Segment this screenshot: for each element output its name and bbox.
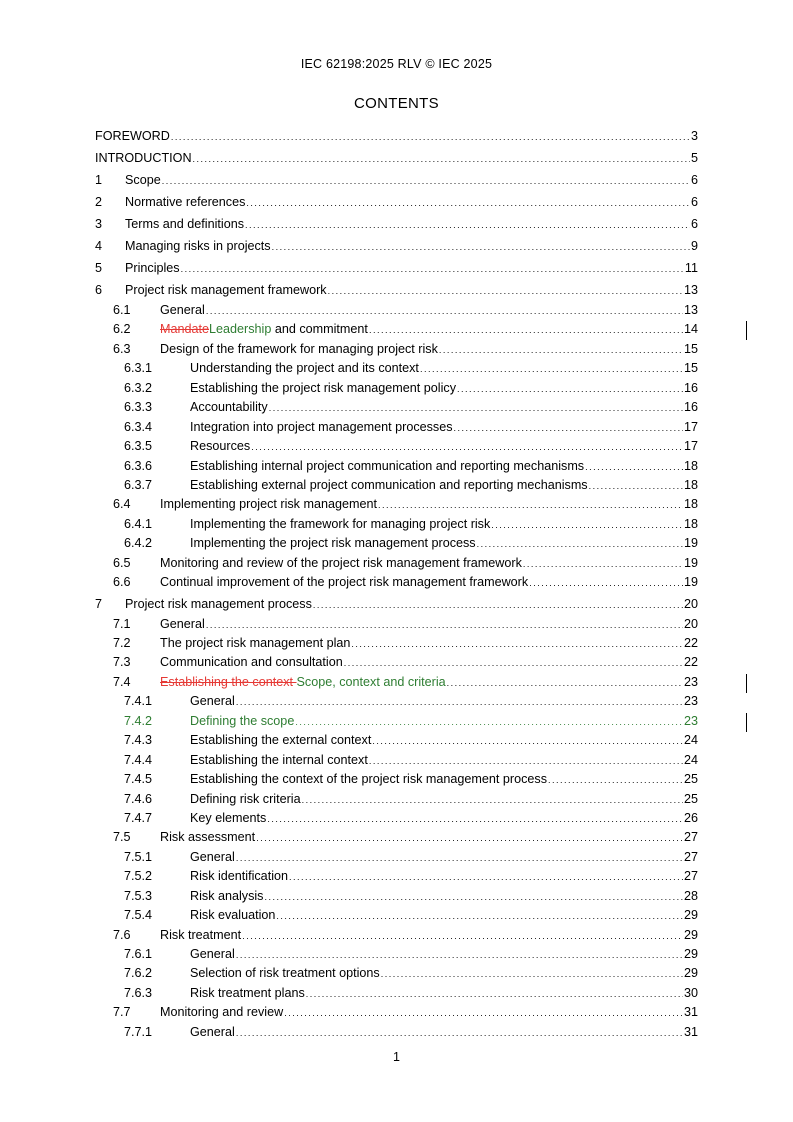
toc-entry-page: 29 bbox=[683, 966, 698, 981]
toc-entry-number: 6.4.1 bbox=[124, 516, 153, 531]
dot-leader bbox=[589, 476, 683, 495]
toc-entry-title: Normative references bbox=[125, 195, 246, 209]
toc-entry-number: 6.2 bbox=[113, 322, 131, 337]
toc-entry-title: Scope bbox=[125, 173, 161, 187]
toc-entry-page: 24 bbox=[683, 752, 698, 767]
toc-entry-page: 15 bbox=[683, 341, 698, 356]
dot-leader bbox=[420, 359, 683, 378]
dot-leader bbox=[236, 1023, 683, 1042]
toc-entry-title: Establishing the context of the project risk management process bbox=[190, 772, 548, 787]
toc-entry-title: General bbox=[160, 616, 205, 631]
toc-entry-page: 27 bbox=[683, 830, 698, 845]
toc-entry[interactable] bbox=[95, 573, 698, 592]
toc-entry-title: Risk treatment plans bbox=[190, 985, 305, 1000]
toc-entry-page: 29 bbox=[683, 927, 698, 942]
toc-entry[interactable] bbox=[95, 169, 698, 191]
dot-leader bbox=[264, 887, 683, 906]
toc-entry[interactable] bbox=[95, 125, 698, 147]
toc-entry[interactable] bbox=[95, 964, 698, 983]
toc-entry-number: 7 bbox=[95, 596, 103, 611]
toc-entry-title: Continual improvement of the project risk management framework bbox=[160, 575, 529, 590]
page-title: CONTENTS bbox=[354, 95, 439, 112]
dot-leader bbox=[328, 279, 683, 301]
toc-entry-title: Project risk management framework bbox=[125, 283, 327, 297]
toc-entry[interactable] bbox=[95, 945, 698, 964]
toc-entry-title: Key elements bbox=[190, 810, 267, 825]
toc-entry-number: 7.4.1 bbox=[124, 694, 153, 709]
toc-entry-page: 30 bbox=[683, 985, 698, 1000]
toc-entry[interactable] bbox=[95, 1003, 698, 1022]
toc-entry-title: Risk treatment bbox=[160, 927, 242, 942]
dot-leader bbox=[585, 457, 683, 476]
toc-entry-page: 17 bbox=[683, 419, 698, 434]
toc-entry-title: General bbox=[160, 303, 205, 317]
toc-entry-number: 7.4.7 bbox=[124, 810, 153, 825]
dot-leader bbox=[548, 770, 683, 789]
toc-entry-title: General bbox=[190, 1024, 235, 1039]
toc-entry-number: 6.4 bbox=[113, 497, 131, 512]
inserted-text: Scope, context and criteria bbox=[296, 674, 446, 689]
toc-entry-number: 6.4.2 bbox=[124, 536, 153, 551]
toc-entry[interactable] bbox=[95, 301, 698, 320]
toc-entry-number: 7.2 bbox=[113, 636, 131, 650]
toc-entry[interactable] bbox=[95, 1023, 698, 1042]
toc-entry[interactable] bbox=[95, 751, 698, 770]
dot-leader bbox=[242, 926, 683, 945]
toc-entry-number: 3 bbox=[95, 217, 103, 231]
title-remainder: and commitment bbox=[271, 322, 368, 337]
document-header: IEC 62198:2025 RLV © IEC 2025 bbox=[300, 57, 493, 71]
toc-entry[interactable] bbox=[95, 515, 698, 534]
toc-entry-page: 23 bbox=[683, 694, 698, 709]
toc-entry-title: Risk assessment bbox=[160, 830, 256, 845]
toc-entry[interactable] bbox=[95, 770, 698, 789]
toc-entry-title: FOREWORD bbox=[95, 129, 170, 143]
toc-entry-title: General bbox=[190, 947, 235, 961]
toc-entry-page: 25 bbox=[683, 772, 698, 787]
dot-leader bbox=[206, 301, 683, 320]
toc-entry[interactable] bbox=[95, 634, 698, 653]
toc-entry-page: 13 bbox=[683, 303, 698, 317]
toc-entry-number: 7.5.2 bbox=[124, 869, 153, 884]
toc-entry[interactable] bbox=[95, 926, 698, 945]
toc-entry[interactable] bbox=[95, 554, 698, 573]
toc-entry[interactable] bbox=[95, 984, 698, 1003]
dot-leader bbox=[267, 809, 683, 828]
toc-entry-page: 23 bbox=[683, 674, 698, 689]
toc-entry[interactable] bbox=[95, 359, 698, 378]
toc-entry-number: 5 bbox=[95, 261, 103, 275]
toc-entry[interactable] bbox=[95, 615, 698, 634]
toc-entry-number: 6.6 bbox=[113, 575, 131, 590]
dot-leader bbox=[272, 235, 690, 257]
toc-entry[interactable] bbox=[95, 495, 698, 514]
toc-entry-page: 23 bbox=[683, 713, 698, 728]
toc-entry-number: 6.3.1 bbox=[124, 361, 153, 376]
dot-leader bbox=[245, 213, 690, 235]
toc-entry[interactable] bbox=[95, 320, 698, 339]
toc-entry-page: 31 bbox=[683, 1005, 698, 1020]
dot-leader bbox=[162, 169, 690, 191]
toc-entry-page: 16 bbox=[683, 380, 698, 395]
toc-entry-title: Defining risk criteria bbox=[190, 791, 301, 806]
dot-leader bbox=[457, 379, 683, 398]
toc-entry-title: Implementing the framework for managing project risk bbox=[190, 516, 491, 531]
toc-entry[interactable] bbox=[95, 340, 698, 359]
dot-leader bbox=[236, 692, 683, 711]
toc-entry-title bbox=[160, 673, 446, 692]
toc-entry-number: 6.3 bbox=[113, 341, 131, 356]
toc-entry-number: 6.3.3 bbox=[124, 400, 153, 415]
deleted-text: Establishing the context bbox=[160, 674, 297, 689]
toc-entry[interactable] bbox=[95, 673, 698, 692]
toc-entry-number: 7.6.2 bbox=[124, 966, 153, 981]
dot-leader bbox=[306, 984, 683, 1003]
toc-entry[interactable] bbox=[95, 476, 698, 495]
toc-entry[interactable] bbox=[95, 712, 698, 731]
toc-entry-title: Implementing the project risk management process bbox=[190, 536, 476, 551]
toc-entry-number: 7.6.1 bbox=[124, 947, 153, 961]
toc-entry-page: 25 bbox=[683, 791, 698, 806]
dot-leader bbox=[206, 615, 683, 634]
dot-leader bbox=[276, 906, 683, 925]
dot-leader bbox=[491, 515, 683, 534]
dot-leader bbox=[284, 1003, 683, 1022]
toc-entry-page: 18 bbox=[683, 516, 698, 531]
toc-entry-page: 11 bbox=[684, 261, 698, 275]
toc-entry-number: 7.3 bbox=[113, 655, 131, 670]
toc-entry[interactable] bbox=[95, 809, 698, 828]
toc-entry[interactable] bbox=[95, 457, 698, 476]
toc-entry-number: 7.7.1 bbox=[124, 1024, 153, 1039]
dot-leader bbox=[256, 828, 683, 847]
toc-entry-title: The project risk management plan bbox=[160, 636, 351, 650]
toc-entry-number: 7.5 bbox=[113, 830, 131, 845]
toc-entry-page: 9 bbox=[690, 239, 698, 253]
toc-entry[interactable] bbox=[95, 398, 698, 417]
toc-entry-page: 6 bbox=[690, 173, 698, 187]
dot-leader bbox=[302, 790, 683, 809]
toc-entry-page: 18 bbox=[683, 477, 698, 492]
toc-entry-page: 19 bbox=[683, 575, 698, 590]
dot-leader bbox=[447, 673, 683, 692]
toc-entry-title: Monitoring and review of the project risk management framework bbox=[160, 555, 522, 570]
dot-leader bbox=[369, 320, 683, 339]
toc-entry[interactable] bbox=[95, 887, 698, 906]
toc-entry-title: INTRODUCTION bbox=[95, 151, 192, 165]
toc-entry[interactable] bbox=[95, 418, 698, 437]
dot-leader bbox=[351, 634, 683, 653]
toc-entry[interactable] bbox=[95, 437, 698, 456]
toc-entry[interactable] bbox=[95, 790, 698, 809]
dot-leader bbox=[529, 573, 683, 592]
toc-entry-title: Communication and consultation bbox=[160, 655, 343, 670]
toc-entry-number: 2 bbox=[95, 195, 103, 209]
toc-entry-title: Selection of risk treatment options bbox=[190, 966, 380, 981]
change-bar bbox=[746, 713, 747, 732]
toc-entry-number: 1 bbox=[95, 173, 103, 187]
toc-entry-page: 3 bbox=[690, 129, 698, 143]
change-bar bbox=[746, 321, 747, 340]
toc-entry-page: 29 bbox=[683, 908, 698, 923]
dot-leader bbox=[193, 147, 690, 169]
deleted-text: Mandate bbox=[160, 322, 210, 337]
toc-entry-number: 7.4 bbox=[113, 674, 131, 689]
dot-leader bbox=[439, 340, 683, 359]
toc-entry-title: Design of the framework for managing project risk bbox=[160, 341, 438, 356]
toc-entry[interactable] bbox=[95, 593, 698, 615]
toc-entry-page: 19 bbox=[683, 555, 698, 570]
toc-entry-page: 22 bbox=[683, 636, 698, 650]
dot-leader bbox=[369, 751, 683, 770]
toc-entry-page: 6 bbox=[690, 195, 698, 209]
toc-entry-number: 7.6 bbox=[113, 927, 131, 942]
toc-entry-title: Implementing project risk management bbox=[160, 497, 377, 512]
toc-entry-number: 6.3.7 bbox=[124, 477, 153, 492]
toc-entry-page: 24 bbox=[683, 733, 698, 748]
toc-entry-number: 6.3.5 bbox=[124, 439, 153, 454]
toc-entry-page: 31 bbox=[683, 1024, 698, 1039]
toc-entry[interactable] bbox=[95, 213, 698, 235]
dot-leader bbox=[523, 554, 683, 573]
toc-entry-number: 6 bbox=[95, 283, 103, 297]
toc-entry[interactable] bbox=[95, 692, 698, 711]
toc-entry-title: Monitoring and review bbox=[160, 1005, 284, 1020]
dot-leader bbox=[289, 867, 683, 886]
toc-entry[interactable] bbox=[95, 906, 698, 925]
toc-entry-title: Establishing internal project communication and reporting mechanisms bbox=[190, 458, 585, 473]
toc-entry-number: 7.4.4 bbox=[124, 752, 153, 767]
toc-entry-number: 6.3.2 bbox=[124, 380, 153, 395]
dot-leader bbox=[295, 712, 683, 731]
table-of-contents bbox=[95, 125, 698, 1042]
page-number: 1 bbox=[393, 1050, 400, 1064]
dot-leader bbox=[372, 731, 683, 750]
toc-entry-number: 7.5.1 bbox=[124, 849, 153, 864]
toc-entry-title: Establishing external project communication and reporting mechanisms bbox=[190, 477, 588, 492]
toc-entry-number: 7.4.6 bbox=[124, 791, 153, 806]
dot-leader bbox=[381, 964, 683, 983]
dot-leader bbox=[236, 848, 683, 867]
toc-entry[interactable] bbox=[95, 534, 698, 553]
toc-entry[interactable] bbox=[95, 191, 698, 213]
toc-entry-number: 7.7 bbox=[113, 1005, 131, 1020]
toc-entry-title: Understanding the project and its context bbox=[190, 361, 419, 376]
toc-entry-title: Managing risks in projects bbox=[125, 239, 271, 253]
dot-leader bbox=[313, 593, 683, 615]
toc-entry-title: Risk evaluation bbox=[190, 908, 276, 923]
toc-entry-number: 7.4.2 bbox=[124, 713, 153, 728]
dot-leader bbox=[454, 418, 683, 437]
toc-entry-number: 7.1 bbox=[113, 616, 131, 631]
toc-entry-page: 13 bbox=[683, 283, 698, 297]
toc-entry-page: 16 bbox=[683, 400, 698, 415]
toc-entry[interactable] bbox=[95, 731, 698, 750]
toc-entry[interactable] bbox=[95, 848, 698, 867]
toc-entry-number: 7.4.5 bbox=[124, 772, 153, 787]
toc-entry-page: 14 bbox=[683, 322, 698, 337]
toc-entry-title: Establishing the external context bbox=[190, 733, 372, 748]
toc-entry[interactable] bbox=[95, 379, 698, 398]
toc-entry-page: 18 bbox=[683, 497, 698, 512]
toc-entry-title: Risk identification bbox=[190, 869, 288, 884]
toc-entry-page: 20 bbox=[683, 616, 698, 631]
toc-entry[interactable] bbox=[95, 653, 698, 672]
toc-entry[interactable] bbox=[95, 235, 698, 257]
toc-entry-title: Risk analysis bbox=[190, 888, 264, 903]
dot-leader bbox=[378, 495, 683, 514]
toc-entry-number: 7.5.4 bbox=[124, 908, 153, 923]
toc-entry-title: General bbox=[190, 694, 235, 709]
toc-entry-page: 22 bbox=[683, 655, 698, 670]
dot-leader bbox=[251, 437, 683, 456]
toc-entry-page: 28 bbox=[683, 888, 698, 903]
toc-entry-number: 6.5 bbox=[113, 555, 131, 570]
toc-entry-page: 20 bbox=[683, 596, 698, 611]
toc-entry-title: Defining the scope bbox=[190, 713, 295, 728]
toc-entry[interactable] bbox=[95, 828, 698, 847]
toc-entry-number: 7.4.3 bbox=[124, 733, 153, 748]
toc-entry-number: 4 bbox=[95, 239, 103, 253]
toc-entry-title: Resources bbox=[190, 439, 251, 454]
toc-entry-title: Integration into project management processes bbox=[190, 419, 453, 434]
toc-entry-title: General bbox=[190, 849, 235, 864]
toc-entry-number: 7.6.3 bbox=[124, 985, 153, 1000]
toc-entry-title: Principles bbox=[125, 261, 180, 275]
toc-entry-title: Establishing the project risk management policy bbox=[190, 380, 456, 395]
toc-entry[interactable] bbox=[95, 867, 698, 886]
dot-leader bbox=[269, 398, 683, 417]
dot-leader bbox=[344, 653, 683, 672]
toc-entry-page: 29 bbox=[683, 947, 698, 961]
toc-entry-page: 5 bbox=[690, 151, 698, 165]
toc-entry-number: 7.5.3 bbox=[124, 888, 153, 903]
change-bar bbox=[746, 674, 747, 693]
dot-leader bbox=[181, 257, 684, 279]
toc-entry-number: 6.3.6 bbox=[124, 458, 153, 473]
toc-entry[interactable] bbox=[95, 147, 698, 169]
dot-leader bbox=[236, 945, 683, 964]
toc-entry-title bbox=[160, 320, 368, 339]
toc-entry-page: 15 bbox=[683, 361, 698, 376]
dot-leader bbox=[246, 191, 690, 213]
toc-entry[interactable] bbox=[95, 257, 698, 279]
dot-leader bbox=[477, 534, 683, 553]
toc-entry-page: 18 bbox=[683, 458, 698, 473]
toc-entry-page: 26 bbox=[683, 810, 698, 825]
toc-entry-page: 6 bbox=[690, 217, 698, 231]
toc-entry-page: 17 bbox=[683, 439, 698, 454]
toc-entry-number: 6.3.4 bbox=[124, 419, 153, 434]
toc-entry-title: Establishing the internal context bbox=[190, 752, 368, 767]
toc-entry-title: Accountability bbox=[190, 400, 268, 415]
toc-entry-page: 19 bbox=[683, 536, 698, 551]
toc-entry-number: 6.1 bbox=[113, 303, 131, 317]
dot-leader bbox=[171, 125, 690, 147]
toc-entry-page: 27 bbox=[683, 869, 698, 884]
toc-entry-page: 27 bbox=[683, 849, 698, 864]
toc-entry-title: Project risk management process bbox=[125, 596, 312, 611]
inserted-text: Leadership bbox=[209, 322, 272, 337]
toc-entry-title: Terms and definitions bbox=[125, 217, 245, 231]
toc-entry[interactable] bbox=[95, 279, 698, 301]
